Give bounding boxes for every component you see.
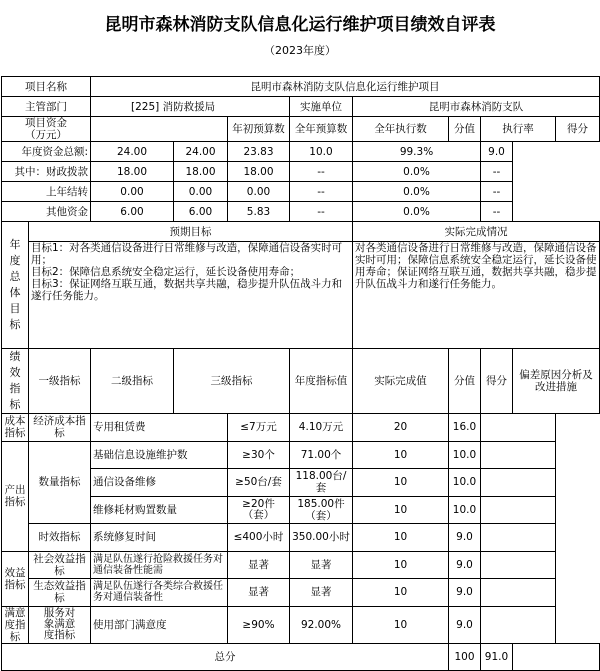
- indicator-row: [2, 414, 600, 442]
- funds-cell: --: [290, 202, 353, 222]
- indicator-target: 显著: [228, 551, 290, 579]
- page-title: 昆明市森林消防支队信息化运行维护项目绩效自评表: [104, 15, 496, 35]
- funds-cell: --: [481, 162, 513, 182]
- funds-cell: 24.00: [174, 142, 228, 162]
- level3-indicator: 通信设备维修: [91, 469, 228, 497]
- funds-row-name: 其中：财政拨款: [2, 162, 91, 182]
- indicator-target: ≥50台/套: [228, 469, 290, 497]
- funds-row-name: 其他资金: [2, 202, 91, 222]
- level3-indicator: 使用部门满意度: [91, 606, 228, 643]
- ind-header: 实际完成值: [353, 349, 449, 414]
- indicator-actual: 118.00台/套: [290, 469, 353, 497]
- level3-indicator: 维修耗材购置数量: [91, 496, 228, 524]
- funds-cell: 0.00: [91, 182, 174, 202]
- impl-label: 实施单位: [290, 97, 353, 117]
- indicator-remark: [481, 606, 556, 643]
- total-remark: [513, 643, 600, 671]
- level3-indicator: 系统修复时间: [91, 524, 228, 552]
- funds-cell: --: [481, 182, 513, 202]
- indicator-remark: [481, 524, 556, 552]
- indicator-weight: 10: [353, 469, 449, 497]
- indicator-score: 10.0: [449, 496, 481, 524]
- indicator-target: ≤400小时: [228, 524, 290, 552]
- indicator-score: 10.0: [449, 469, 481, 497]
- funds-cell: 9.0: [481, 142, 513, 162]
- funds-header: 年初预算数: [228, 117, 290, 142]
- funds-row: [2, 182, 600, 202]
- goal-label: 年度总体目标: [2, 222, 29, 349]
- funds-label: 项目资金（万元）: [2, 117, 91, 142]
- indicator-row: [2, 606, 600, 643]
- funds-header: 全年预算数: [290, 117, 353, 142]
- level2-indicator: 数量指标: [29, 441, 91, 524]
- funds-cell: 18.00: [174, 162, 228, 182]
- funds-header: 得分: [556, 117, 600, 142]
- funds-cell: --: [290, 182, 353, 202]
- indicator-row: [2, 579, 600, 607]
- indicator-weight: 10: [353, 524, 449, 552]
- project-name-label: 项目名称: [2, 77, 91, 97]
- indicator-row: [2, 469, 600, 497]
- indicator-remark: [481, 551, 556, 579]
- indicator-weight: 10: [353, 441, 449, 469]
- indicator-remark: [481, 414, 556, 442]
- funds-cell: 0.0%: [353, 162, 481, 182]
- report-year: （2023年度）: [264, 44, 336, 57]
- funds-cell: 18.00: [228, 162, 290, 182]
- indicator-score: 9.0: [449, 606, 481, 643]
- ind-header: 年度指标值: [290, 349, 353, 414]
- project-name: 昆明市森林消防支队信息化运行维护项目: [91, 77, 600, 97]
- funds-row: [2, 162, 600, 182]
- level3-indicator: 满足队伍遂行抢险救援任务对通信装备性能需: [91, 551, 228, 579]
- indicator-target: ≥90%: [228, 606, 290, 643]
- level3-indicator: 基础信息设施维护数: [91, 441, 228, 469]
- funds-row: [2, 142, 600, 162]
- funds-row: [2, 202, 600, 222]
- funds-cell: 24.00: [91, 142, 174, 162]
- indicator-actual: 350.00小时: [290, 524, 353, 552]
- funds-header-blank: [91, 117, 228, 142]
- funds-cell: 0.00: [174, 182, 228, 202]
- level2-indicator: 生态效益指标: [29, 579, 91, 607]
- indicator-weight: 10: [353, 551, 449, 579]
- indicator-score: 9.0: [449, 579, 481, 607]
- indicator-weight: 10: [353, 606, 449, 643]
- funds-header: 执行率: [481, 117, 556, 142]
- funds-header: 分值: [449, 117, 481, 142]
- indicator-row: [2, 441, 600, 469]
- total-label: 总分: [2, 643, 449, 671]
- actual-goal-header: 实际完成情况: [353, 222, 600, 242]
- indicator-remark: [481, 441, 556, 469]
- level1-indicator: 满意度指标: [2, 606, 29, 643]
- ind-header: 偏差原因分析及改进措施: [513, 349, 600, 414]
- level1-indicator: 效益指标: [2, 551, 29, 606]
- funds-cell: 99.3%: [353, 142, 481, 162]
- dept-label: 主管部门: [2, 97, 91, 117]
- ind-header: 三级指标: [174, 349, 290, 414]
- indicator-weight: 10: [353, 496, 449, 524]
- expected-goal-text: 目标1：对各类通信设备进行日常维修与改造，保障通信设备实时可用； 目标2：保障信息系统安全稳定运行，延长设备使用寿命； 目标3：保证网络互联互通，数据共享共融，稳步提升队伍战斗力和遂行任务能力。: [29, 242, 353, 349]
- indicator-target: ≤7万元: [228, 414, 290, 442]
- indicator-target: ≥20件（套）: [228, 496, 290, 524]
- indicator-row: [2, 496, 600, 524]
- indicator-remark: [481, 496, 556, 524]
- level3-indicator: 专用租赁费: [91, 414, 228, 442]
- impl-value: 昆明市森林消防支队: [353, 97, 600, 117]
- level2-indicator: 服务对象满意度指标: [29, 606, 91, 643]
- indicator-actual: 显著: [290, 579, 353, 607]
- dept-value: [225] 消防救援局: [91, 97, 290, 117]
- funds-header: 全年执行数: [353, 117, 449, 142]
- indicator-score: 10.0: [449, 441, 481, 469]
- total-weight: 100: [449, 643, 481, 671]
- ind-header: 一级指标: [29, 349, 91, 414]
- level1-indicator: 产出指标: [2, 441, 29, 551]
- indicator-target: 显著: [228, 579, 290, 607]
- ind-header: 二级指标: [91, 349, 174, 414]
- indicator-score: 9.0: [449, 551, 481, 579]
- expected-goal-header: 预期目标: [29, 222, 353, 242]
- indicator-remark: [481, 579, 556, 607]
- funds-cell: 18.00: [91, 162, 174, 182]
- funds-cell: 23.83: [228, 142, 290, 162]
- funds-cell: --: [290, 162, 353, 182]
- indicator-row: [2, 524, 600, 552]
- indicators-label: 绩效指标: [2, 349, 29, 414]
- ind-header: 分值: [449, 349, 481, 414]
- indicator-remark: [481, 469, 556, 497]
- indicator-actual: 显著: [290, 551, 353, 579]
- level3-indicator: 满足队伍遂行各类综合救援任务对通信装备性: [91, 579, 228, 607]
- actual-goal-text: 对各类通信设备进行日常维修与改造，保障通信设备实时可用；保障信息系统安全稳定运行，延长设备使用寿命；保证网络互联互通，数据共享共融，稳步提升队伍战斗力和遂行任务能力。: [353, 242, 600, 349]
- indicator-actual: 4.10万元: [290, 414, 353, 442]
- indicator-actual: 185.00件（套）: [290, 496, 353, 524]
- ind-header: 得分: [481, 349, 513, 414]
- indicator-score: 9.0: [449, 524, 481, 552]
- funds-cell: --: [481, 202, 513, 222]
- indicator-actual: 92.00%: [290, 606, 353, 643]
- funds-row-name: 上年结转: [2, 182, 91, 202]
- indicator-score: 16.0: [449, 414, 481, 442]
- funds-cell: 10.0: [290, 142, 353, 162]
- level2-indicator: 社会效益指标: [29, 551, 91, 579]
- self-evaluation-table: [1, 76, 600, 671]
- level1-indicator: 成本指标: [2, 414, 29, 442]
- indicator-weight: 10: [353, 579, 449, 607]
- level2-indicator: 时效指标: [29, 524, 91, 552]
- indicator-row: [2, 551, 600, 579]
- total-score: 91.0: [481, 643, 513, 671]
- indicator-target: ≥30个: [228, 441, 290, 469]
- indicator-weight: 20: [353, 414, 449, 442]
- funds-cell: 6.00: [174, 202, 228, 222]
- funds-cell: 0.0%: [353, 182, 481, 202]
- level2-indicator: 经济成本指标: [29, 414, 91, 442]
- funds-cell: 5.83: [228, 202, 290, 222]
- indicator-actual: 71.00个: [290, 441, 353, 469]
- funds-cell: 0.0%: [353, 202, 481, 222]
- funds-cell: 0.00: [228, 182, 290, 202]
- funds-row-name: 年度资金总额:: [2, 142, 91, 162]
- funds-cell: 6.00: [91, 202, 174, 222]
